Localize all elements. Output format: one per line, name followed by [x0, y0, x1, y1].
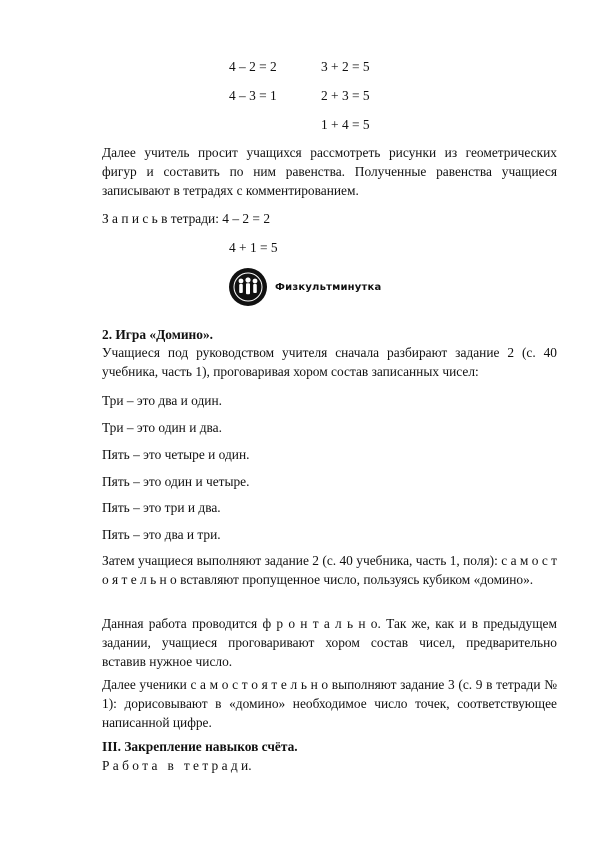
composition-line-4: Пять – это один и четыре. — [102, 474, 250, 489]
paragraph-frontal-work — [102, 614, 557, 671]
composition-line-5: Пять – это три и два. — [102, 500, 221, 515]
physical-break-banner — [229, 266, 419, 308]
para-b-part1: Данная работа проводится — [102, 616, 258, 631]
children-logo-icon — [229, 268, 267, 306]
section3-title: III. Закрепление навыков счёта. — [102, 739, 298, 754]
banner-text: Физкультминутка — [275, 281, 382, 293]
paragraph-independent-task — [102, 675, 557, 732]
equation-right-2: 2 + 3 = 5 — [321, 88, 370, 103]
para-c-spaced: с а м о с т о я т е л ь н о — [190, 677, 329, 692]
equation-right-1: 3 + 2 = 5 — [321, 59, 370, 74]
record-second-equation: 4 + 1 = 5 — [229, 240, 278, 255]
para-c-part1: Далее ученики — [102, 677, 187, 692]
section2-title: 2. Игра «Домино». — [102, 327, 214, 342]
composition-line-2: Три – это один и два. — [102, 420, 222, 435]
record-label: З а п и с ь — [102, 211, 158, 226]
composition-line-1: Три – это два и один. — [102, 393, 222, 408]
equation-left-1: 4 – 2 = 2 — [229, 59, 277, 74]
para-a-part1: Затем учащиеся выполняют задание 2 (с. 40 учебника, часть 1, поля): — [102, 553, 498, 568]
equation-left-2: 4 – 3 = 1 — [229, 88, 277, 103]
composition-line-6: Пять – это два и три. — [102, 527, 221, 542]
paragraph-domino-task — [102, 551, 557, 589]
para-a-spaced: с а м о с т о я т е л ь н о — [102, 553, 558, 587]
para-a-part2: вставляют пропущенное число, пользуясь кубиком «домино». — [180, 572, 534, 587]
para-c-part2: выполняют задание 3 (с. 9 в тетради № 1): дорисовывают в «домино» необходимое число точек, соответствующее написанной цифре. — [102, 677, 557, 730]
equation-right-3: 1 + 4 = 5 — [321, 117, 370, 132]
composition-line-3: Пять – это четыре и один. — [102, 447, 250, 462]
record-line — [102, 210, 270, 227]
section3-subtitle: Р а б о т а в т е т р а д и. — [102, 758, 252, 773]
record-text: в тетради: 4 – 2 = 2 — [157, 211, 271, 226]
section2-intro: Учащиеся под руководством учителя сначала разбирают задание 2 (с. 40 учебника, часть 1), проговаривая хором состав записанных чисел: — [102, 345, 557, 379]
para-b-spaced: ф р о н т а л ь н о. — [262, 616, 381, 631]
paragraph-drawings: Далее учитель просит учащихся рассмотреть рисунки из геометрических фигур и составить по ним равенства. Полученные равенства учащиеся записывают в тетрадях с комментированием. — [102, 145, 557, 198]
para-b-part2: Так же, как и в предыдущем задании, учащиеся проговаривают хором состав чисел, предварительно вставив нужное число. — [102, 616, 557, 669]
